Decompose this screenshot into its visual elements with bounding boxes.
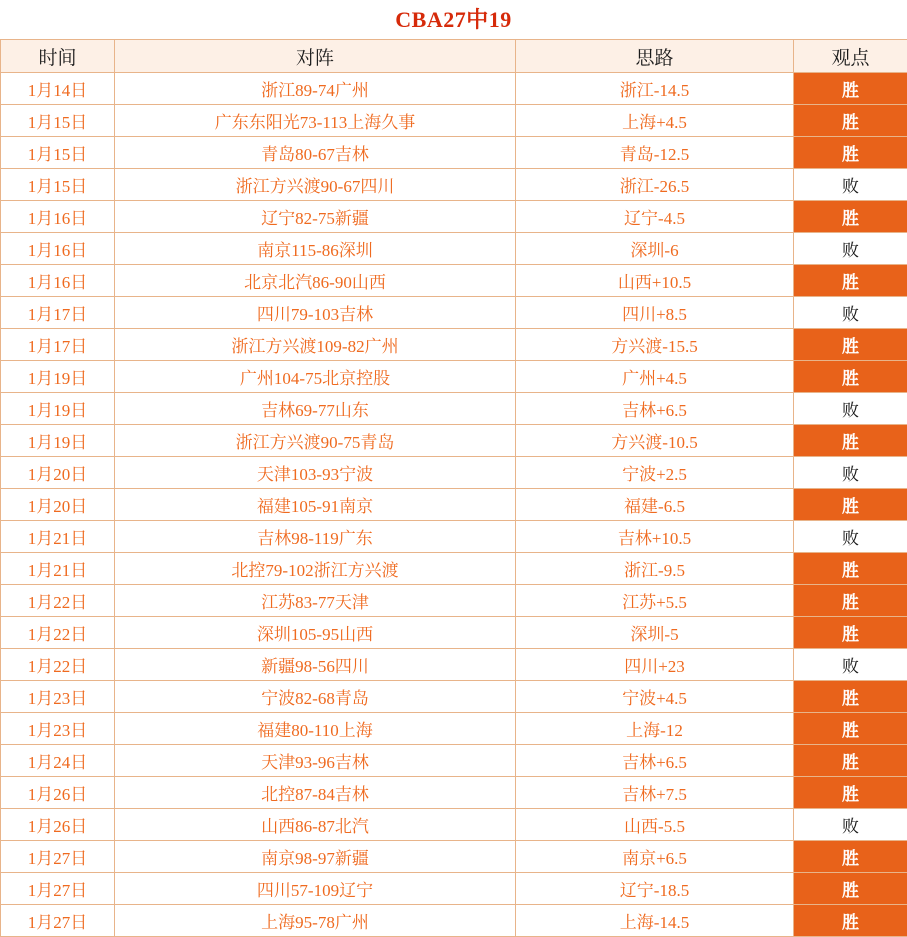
table-row <box>1 777 907 809</box>
cell-date: 1月15日 <box>1 137 115 169</box>
cell-date: 1月26日 <box>1 809 115 841</box>
column-header-view: 观点 <box>794 40 907 73</box>
cell-match: 北控79-102浙江方兴渡 <box>115 553 516 585</box>
cell-idea: 山西+10.5 <box>516 265 794 297</box>
cell-view: 败 <box>794 393 907 425</box>
cell-match: 天津103-93宁波 <box>115 457 516 489</box>
cell-date: 1月24日 <box>1 745 115 777</box>
cell-view: 胜 <box>794 137 907 169</box>
cell-match: 广东东阳光73-113上海久事 <box>115 105 516 137</box>
table-row <box>1 393 907 425</box>
cell-view: 败 <box>794 521 907 553</box>
table-row <box>1 201 907 233</box>
cell-match: 浙江89-74广州 <box>115 73 516 105</box>
cell-date: 1月27日 <box>1 841 115 873</box>
table-row <box>1 457 907 489</box>
cell-match: 浙江方兴渡90-75青岛 <box>115 425 516 457</box>
cell-match: 福建80-110上海 <box>115 713 516 745</box>
column-header-idea: 思路 <box>516 40 794 73</box>
cell-view: 胜 <box>794 873 907 905</box>
cell-match: 天津93-96吉林 <box>115 745 516 777</box>
table-row <box>1 617 907 649</box>
table-row <box>1 521 907 553</box>
table-row <box>1 873 907 905</box>
cell-idea: 吉林+7.5 <box>516 777 794 809</box>
table-row <box>1 265 907 297</box>
cell-idea: 四川+8.5 <box>516 297 794 329</box>
cell-view: 胜 <box>794 553 907 585</box>
cell-idea: 辽宁-4.5 <box>516 201 794 233</box>
cell-date: 1月16日 <box>1 201 115 233</box>
cell-view: 胜 <box>794 201 907 233</box>
cell-view: 胜 <box>794 777 907 809</box>
table-row <box>1 233 907 265</box>
cell-idea: 上海-12 <box>516 713 794 745</box>
column-header-date: 时间 <box>1 40 115 73</box>
table-row <box>1 745 907 777</box>
cell-view: 败 <box>794 809 907 841</box>
cell-date: 1月16日 <box>1 265 115 297</box>
cell-idea: 山西-5.5 <box>516 809 794 841</box>
table-row <box>1 713 907 745</box>
cell-match: 四川57-109辽宁 <box>115 873 516 905</box>
cell-match: 浙江方兴渡109-82广州 <box>115 329 516 361</box>
cell-match: 宁波82-68青岛 <box>115 681 516 713</box>
cell-match: 江苏83-77天津 <box>115 585 516 617</box>
table-row <box>1 681 907 713</box>
cell-match: 四川79-103吉林 <box>115 297 516 329</box>
cell-idea: 深圳-6 <box>516 233 794 265</box>
cell-view: 胜 <box>794 841 907 873</box>
cell-view: 胜 <box>794 713 907 745</box>
cell-view: 胜 <box>794 745 907 777</box>
cell-match: 山西86-87北汽 <box>115 809 516 841</box>
cell-idea: 上海-14.5 <box>516 905 794 937</box>
table-row <box>1 169 907 201</box>
cell-match: 广州104-75北京控股 <box>115 361 516 393</box>
cell-view: 胜 <box>794 73 907 105</box>
table-row <box>1 649 907 681</box>
cell-idea: 深圳-5 <box>516 617 794 649</box>
table-row <box>1 361 907 393</box>
table-row <box>1 329 907 361</box>
cell-match: 浙江方兴渡90-67四川 <box>115 169 516 201</box>
cell-idea: 广州+4.5 <box>516 361 794 393</box>
cell-date: 1月21日 <box>1 521 115 553</box>
cell-view: 败 <box>794 169 907 201</box>
cell-idea: 浙江-9.5 <box>516 553 794 585</box>
cell-view: 胜 <box>794 585 907 617</box>
cell-date: 1月17日 <box>1 329 115 361</box>
cell-match: 吉林98-119广东 <box>115 521 516 553</box>
cell-view: 败 <box>794 457 907 489</box>
cell-idea: 方兴渡-15.5 <box>516 329 794 361</box>
cell-match: 北京北汽86-90山西 <box>115 265 516 297</box>
table-row <box>1 841 907 873</box>
cell-match: 南京115-86深圳 <box>115 233 516 265</box>
table-row <box>1 137 907 169</box>
cell-idea: 宁波+2.5 <box>516 457 794 489</box>
cell-match: 青岛80-67吉林 <box>115 137 516 169</box>
cell-date: 1月14日 <box>1 73 115 105</box>
cell-view: 胜 <box>794 681 907 713</box>
cell-date: 1月15日 <box>1 105 115 137</box>
table-row <box>1 585 907 617</box>
cell-date: 1月17日 <box>1 297 115 329</box>
cell-idea: 青岛-12.5 <box>516 137 794 169</box>
cell-date: 1月19日 <box>1 393 115 425</box>
cell-match: 福建105-91南京 <box>115 489 516 521</box>
cell-view: 胜 <box>794 105 907 137</box>
table-row <box>1 105 907 137</box>
cell-date: 1月15日 <box>1 169 115 201</box>
cell-view: 胜 <box>794 361 907 393</box>
cell-match: 上海95-78广州 <box>115 905 516 937</box>
cell-idea: 四川+23 <box>516 649 794 681</box>
table-row <box>1 553 907 585</box>
cell-view: 胜 <box>794 265 907 297</box>
cell-match: 新疆98-56四川 <box>115 649 516 681</box>
cell-view: 胜 <box>794 905 907 937</box>
table-row <box>1 489 907 521</box>
cell-match: 深圳105-95山西 <box>115 617 516 649</box>
cell-view: 败 <box>794 297 907 329</box>
results-table <box>0 39 907 937</box>
table-row <box>1 297 907 329</box>
cell-idea: 吉林+6.5 <box>516 393 794 425</box>
cell-date: 1月27日 <box>1 905 115 937</box>
cell-idea: 福建-6.5 <box>516 489 794 521</box>
cell-view: 败 <box>794 649 907 681</box>
cell-date: 1月22日 <box>1 649 115 681</box>
cell-view: 胜 <box>794 329 907 361</box>
cell-date: 1月20日 <box>1 489 115 521</box>
cell-match: 北控87-84吉林 <box>115 777 516 809</box>
cell-date: 1月22日 <box>1 585 115 617</box>
cell-view: 胜 <box>794 425 907 457</box>
table-header-row <box>1 40 907 73</box>
cell-date: 1月27日 <box>1 873 115 905</box>
cell-idea: 浙江-26.5 <box>516 169 794 201</box>
cell-date: 1月16日 <box>1 233 115 265</box>
cell-date: 1月22日 <box>1 617 115 649</box>
cell-date: 1月20日 <box>1 457 115 489</box>
cell-idea: 吉林+10.5 <box>516 521 794 553</box>
page-title: CBA27中19 <box>0 0 907 39</box>
cell-view: 败 <box>794 233 907 265</box>
cell-date: 1月26日 <box>1 777 115 809</box>
table-row <box>1 73 907 105</box>
cell-match: 南京98-97新疆 <box>115 841 516 873</box>
table-row <box>1 905 907 937</box>
cell-view: 胜 <box>794 489 907 521</box>
table-row <box>1 425 907 457</box>
cell-date: 1月21日 <box>1 553 115 585</box>
cell-date: 1月23日 <box>1 713 115 745</box>
cell-match: 辽宁82-75新疆 <box>115 201 516 233</box>
cell-idea: 吉林+6.5 <box>516 745 794 777</box>
cell-date: 1月19日 <box>1 361 115 393</box>
cell-idea: 辽宁-18.5 <box>516 873 794 905</box>
cell-idea: 上海+4.5 <box>516 105 794 137</box>
table-body <box>1 73 907 937</box>
cell-idea: 宁波+4.5 <box>516 681 794 713</box>
cell-view: 胜 <box>794 617 907 649</box>
cell-idea: 浙江-14.5 <box>516 73 794 105</box>
cell-match: 吉林69-77山东 <box>115 393 516 425</box>
table-row <box>1 809 907 841</box>
cell-date: 1月19日 <box>1 425 115 457</box>
cell-idea: 方兴渡-10.5 <box>516 425 794 457</box>
cell-idea: 江苏+5.5 <box>516 585 794 617</box>
cell-idea: 南京+6.5 <box>516 841 794 873</box>
column-header-match: 对阵 <box>115 40 516 73</box>
cell-date: 1月23日 <box>1 681 115 713</box>
